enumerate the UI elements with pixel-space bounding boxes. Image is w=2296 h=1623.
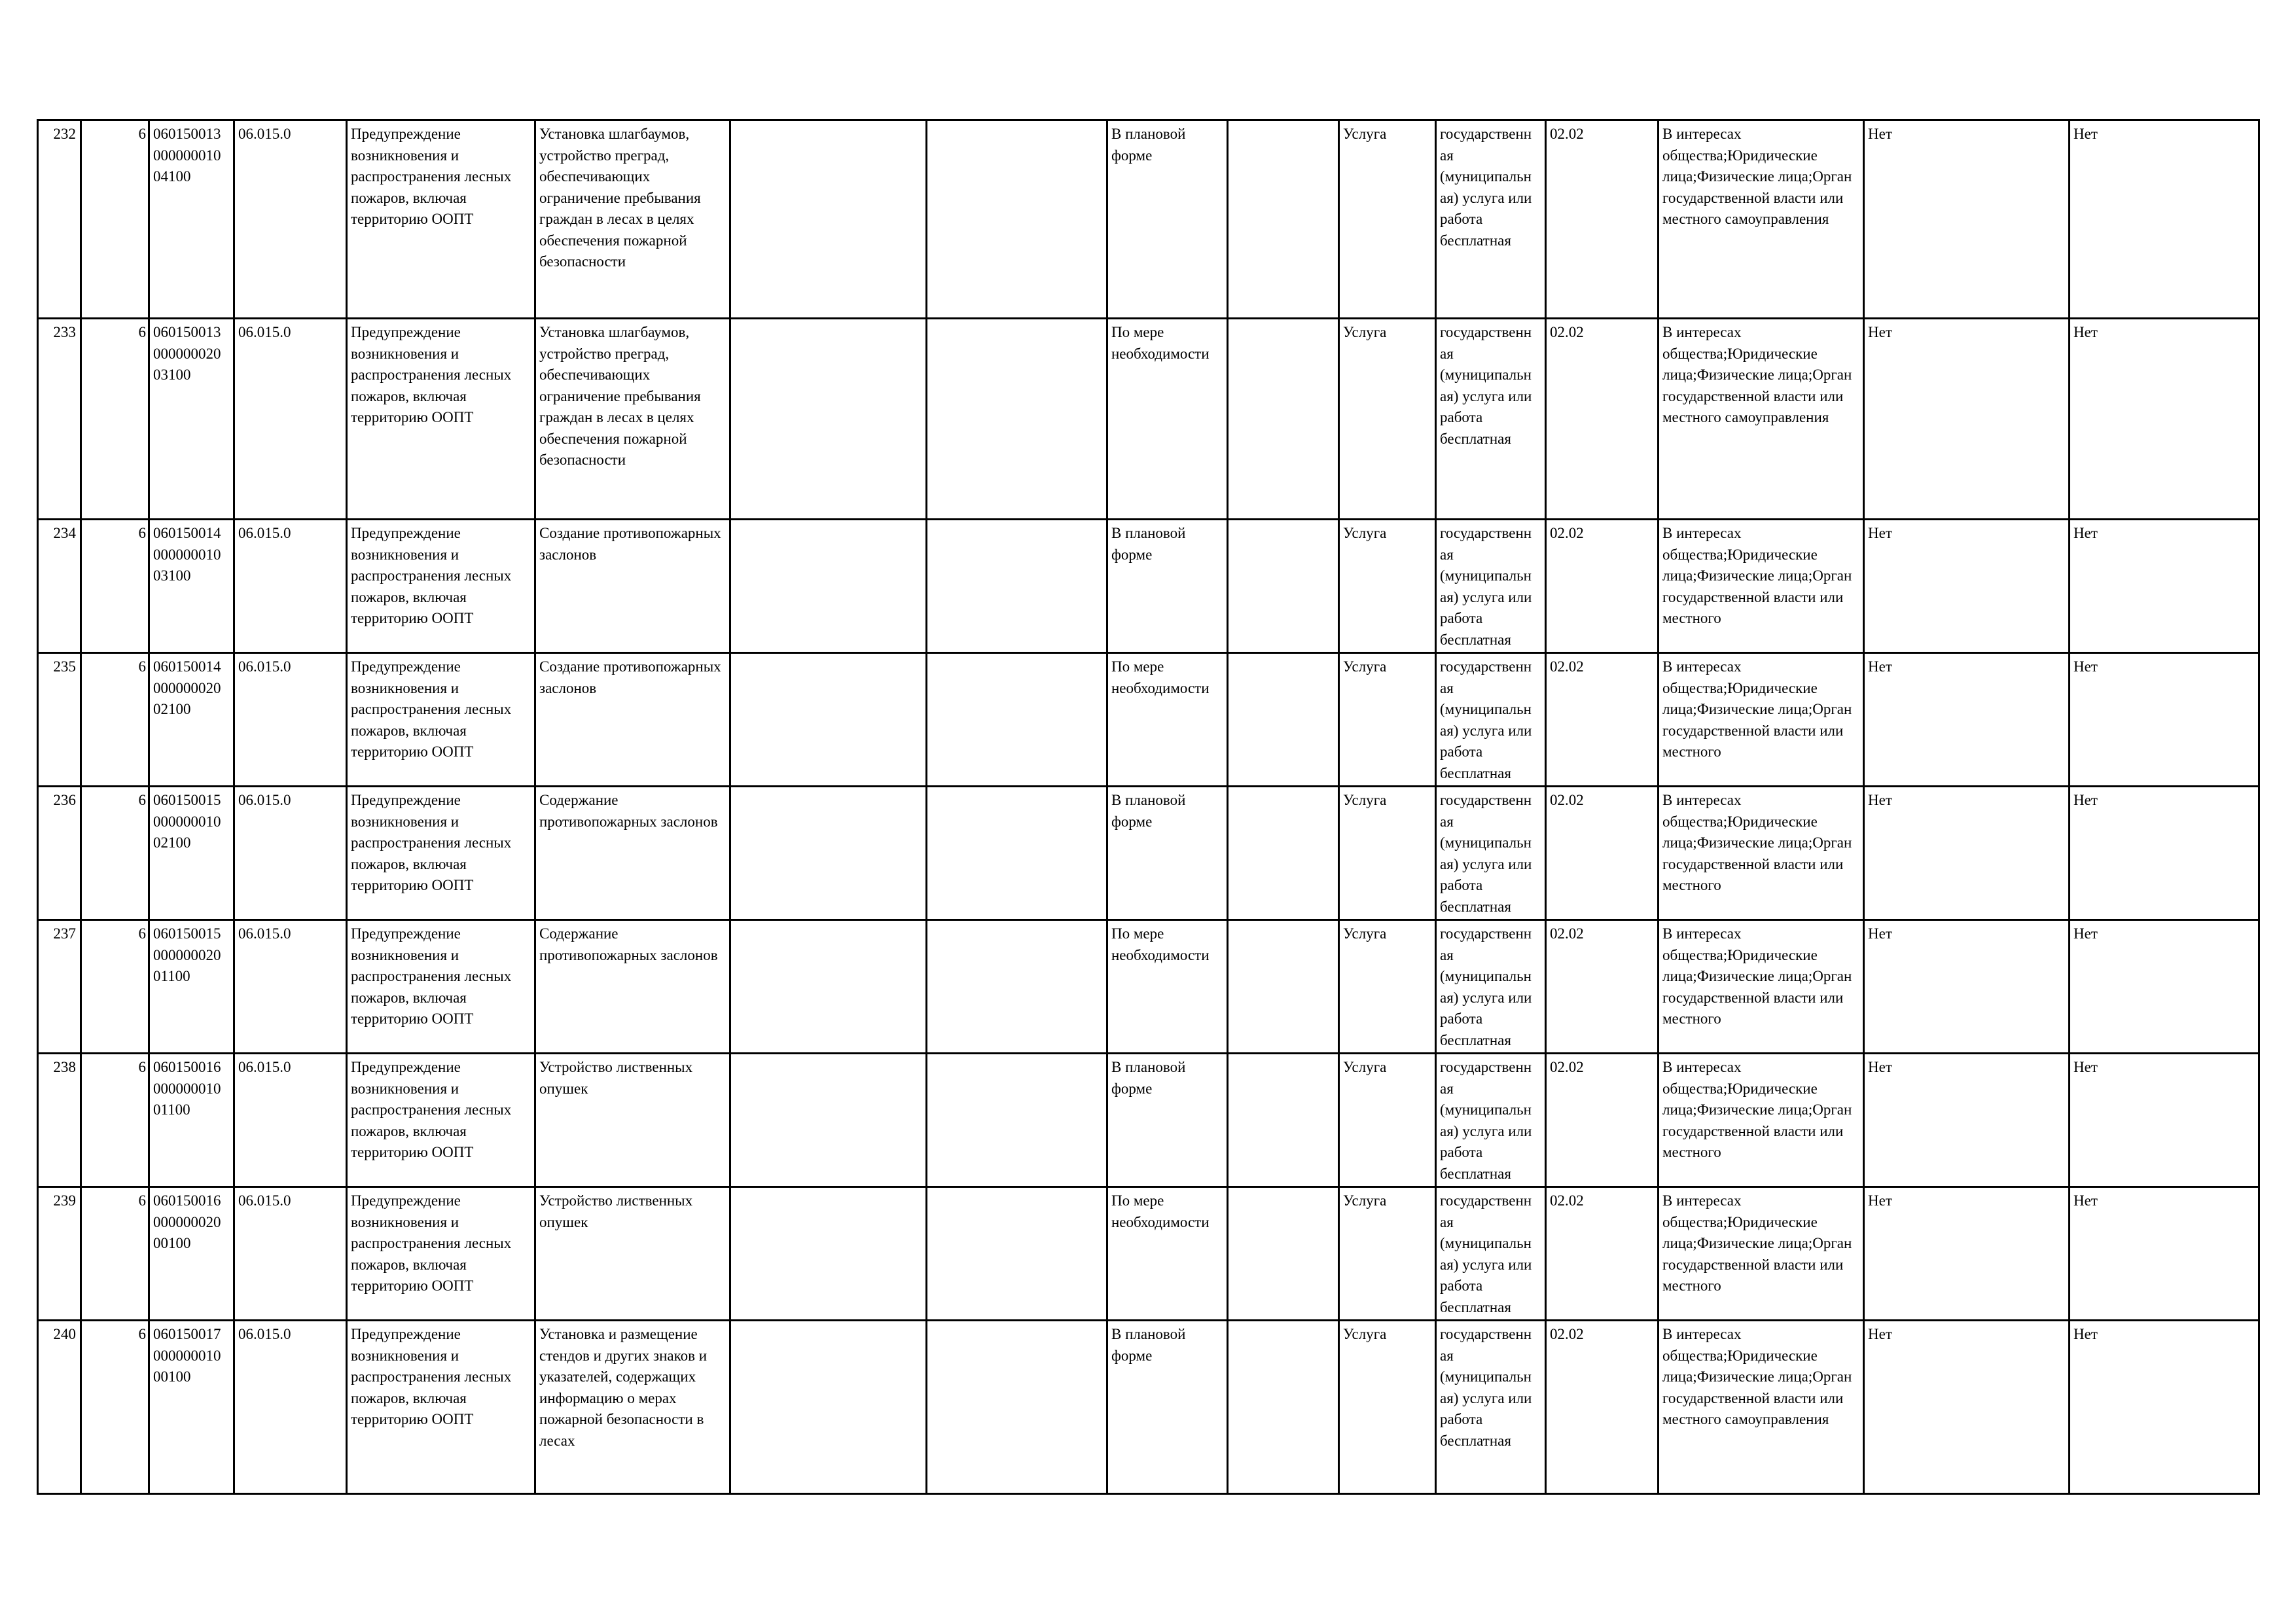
section-code-cell: 6 [81, 653, 149, 787]
work-content-cell: Создание противопожарных заслонов [535, 520, 730, 653]
flag-cell: Нет [2070, 120, 2259, 319]
service-name-cell: Предупреждение возникновения и распространения лесных пожаров, включая территорию ООПТ [347, 1187, 535, 1321]
payment-cell: государственн ая (муниципальн ая) услуга или работа бесплатная [1436, 319, 1546, 520]
consumers-cell: В интересах общества;Юридические лица;Физические лица;Орган государственной власти или местного [1659, 520, 1864, 653]
section-code-cell: 6 [81, 520, 149, 653]
registry-number-cell: 060150016 000000010 01100 [149, 1054, 234, 1187]
flag-cell: Нет [1864, 1054, 2070, 1187]
section-code-cell: 6 [81, 920, 149, 1054]
delivery-form-cell: По мере необходимости [1107, 920, 1228, 1054]
service-code-cell: 06.015.0 [234, 1054, 347, 1187]
empty-cell [1228, 787, 1339, 920]
payment-cell: государственн ая (муниципальн ая) услуга или работа бесплатная [1436, 1187, 1546, 1321]
type-cell: Услуга [1339, 1187, 1436, 1321]
work-content-cell: Устройство лиственных опушек [535, 1187, 730, 1321]
okved-cell: 02.02 [1546, 120, 1659, 319]
service-name-cell: Предупреждение возникновения и распространения лесных пожаров, включая территорию ООПТ [347, 920, 535, 1054]
delivery-form-cell: По мере необходимости [1107, 1187, 1228, 1321]
consumers-cell: В интересах общества;Юридические лица;Физические лица;Орган государственной власти или местного [1659, 1187, 1864, 1321]
empty-cell [730, 120, 927, 319]
empty-cell [927, 520, 1107, 653]
table-row [38, 920, 2259, 1054]
okved-cell: 02.02 [1546, 520, 1659, 653]
okved-cell: 02.02 [1546, 1187, 1659, 1321]
empty-cell [1228, 1054, 1339, 1187]
work-content-cell: Содержание противопожарных заслонов [535, 787, 730, 920]
service-name-cell: Предупреждение возникновения и распространения лесных пожаров, включая территорию ООПТ [347, 787, 535, 920]
section-code-cell: 6 [81, 120, 149, 319]
table-row [38, 120, 2259, 319]
work-content-cell: Создание противопожарных заслонов [535, 653, 730, 787]
empty-cell [730, 653, 927, 787]
okved-cell: 02.02 [1546, 319, 1659, 520]
flag-cell: Нет [1864, 1321, 2070, 1494]
service-name-cell: Предупреждение возникновения и распространения лесных пожаров, включая территорию ООПТ [347, 1321, 535, 1494]
flag-cell: Нет [2070, 653, 2259, 787]
okved-cell: 02.02 [1546, 787, 1659, 920]
payment-cell: государственн ая (муниципальн ая) услуга или работа бесплатная [1436, 653, 1546, 787]
row-number-cell: 240 [38, 1321, 81, 1494]
empty-cell [1228, 319, 1339, 520]
table-row [38, 653, 2259, 787]
row-number-cell: 237 [38, 920, 81, 1054]
okved-cell: 02.02 [1546, 1054, 1659, 1187]
service-code-cell: 06.015.0 [234, 653, 347, 787]
okved-cell: 02.02 [1546, 653, 1659, 787]
consumers-cell: В интересах общества;Юридические лица;Физические лица;Орган государственной власти или местного [1659, 1054, 1864, 1187]
service-code-cell: 06.015.0 [234, 920, 347, 1054]
row-number-cell: 232 [38, 120, 81, 319]
service-code-cell: 06.015.0 [234, 319, 347, 520]
row-number-cell: 234 [38, 520, 81, 653]
table-row [38, 1187, 2259, 1321]
service-code-cell: 06.015.0 [234, 1321, 347, 1494]
work-content-cell: Установка шлагбаумов, устройство преград, обеспечивающих ограничение пребывания граждан в лесах в целях обеспечения пожарной безопасности [535, 319, 730, 520]
service-code-cell: 06.015.0 [234, 1187, 347, 1321]
row-number-cell: 239 [38, 1187, 81, 1321]
payment-cell: государственн ая (муниципальн ая) услуга или работа бесплатная [1436, 1321, 1546, 1494]
flag-cell: Нет [1864, 787, 2070, 920]
payment-cell: государственн ая (муниципальн ая) услуга или работа бесплатная [1436, 787, 1546, 920]
registry-number-cell: 060150016 000000020 00100 [149, 1187, 234, 1321]
delivery-form-cell: В плановой форме [1107, 120, 1228, 319]
delivery-form-cell: В плановой форме [1107, 1321, 1228, 1494]
empty-cell [730, 319, 927, 520]
section-code-cell: 6 [81, 787, 149, 920]
type-cell: Услуга [1339, 1321, 1436, 1494]
payment-cell: государственн ая (муниципальн ая) услуга или работа бесплатная [1436, 120, 1546, 319]
delivery-form-cell: В плановой форме [1107, 787, 1228, 920]
section-code-cell: 6 [81, 319, 149, 520]
payment-cell: государственн ая (муниципальн ая) услуга или работа бесплатная [1436, 920, 1546, 1054]
empty-cell [730, 920, 927, 1054]
registry-number-cell: 060150013 000000010 04100 [149, 120, 234, 319]
empty-cell [730, 520, 927, 653]
flag-cell: Нет [2070, 520, 2259, 653]
empty-cell [730, 787, 927, 920]
service-name-cell: Предупреждение возникновения и распространения лесных пожаров, включая территорию ООПТ [347, 653, 535, 787]
flag-cell: Нет [2070, 1321, 2259, 1494]
work-content-cell: Установка и размещение стендов и других знаков и указателей, содержащих информацию о мерах пожарной безопасности в лесах [535, 1321, 730, 1494]
flag-cell: Нет [2070, 1054, 2259, 1187]
registry-number-cell: 060150015 000000020 01100 [149, 920, 234, 1054]
type-cell: Услуга [1339, 1054, 1436, 1187]
section-code-cell: 6 [81, 1321, 149, 1494]
service-code-cell: 06.015.0 [234, 520, 347, 653]
flag-cell: Нет [2070, 319, 2259, 520]
type-cell: Услуга [1339, 120, 1436, 319]
service-code-cell: 06.015.0 [234, 120, 347, 319]
table-row [38, 520, 2259, 653]
empty-cell [927, 120, 1107, 319]
section-code-cell: 6 [81, 1054, 149, 1187]
empty-cell [730, 1321, 927, 1494]
service-name-cell: Предупреждение возникновения и распространения лесных пожаров, включая территорию ООПТ [347, 319, 535, 520]
flag-cell: Нет [2070, 1187, 2259, 1321]
table-row [38, 787, 2259, 920]
consumers-cell: В интересах общества;Юридические лица;Физические лица;Орган государственной власти или местного самоуправления [1659, 1321, 1864, 1494]
service-name-cell: Предупреждение возникновения и распространения лесных пожаров, включая территорию ООПТ [347, 520, 535, 653]
work-content-cell: Установка шлагбаумов, устройство преград, обеспечивающих ограничение пребывания граждан в лесах в целях обеспечения пожарной безопасности [535, 120, 730, 319]
empty-cell [927, 1321, 1107, 1494]
empty-cell [1228, 520, 1339, 653]
payment-cell: государственн ая (муниципальн ая) услуга или работа бесплатная [1436, 520, 1546, 653]
flag-cell: Нет [1864, 120, 2070, 319]
empty-cell [927, 920, 1107, 1054]
empty-cell [730, 1054, 927, 1187]
table-row [38, 319, 2259, 520]
empty-cell [1228, 120, 1339, 319]
empty-cell [1228, 1187, 1339, 1321]
service-name-cell: Предупреждение возникновения и распространения лесных пожаров, включая территорию ООПТ [347, 1054, 535, 1187]
consumers-cell: В интересах общества;Юридические лица;Физические лица;Орган государственной власти или местного [1659, 787, 1864, 920]
consumers-cell: В интересах общества;Юридические лица;Физические лица;Орган государственной власти или местного самоуправления [1659, 319, 1864, 520]
row-number-cell: 236 [38, 787, 81, 920]
consumers-cell: В интересах общества;Юридические лица;Физические лица;Орган государственной власти или местного самоуправления [1659, 120, 1864, 319]
empty-cell [927, 319, 1107, 520]
row-number-cell: 235 [38, 653, 81, 787]
delivery-form-cell: По мере необходимости [1107, 653, 1228, 787]
registry-number-cell: 060150017 000000010 00100 [149, 1321, 234, 1494]
empty-cell [1228, 1321, 1339, 1494]
empty-cell [927, 1054, 1107, 1187]
empty-cell [927, 787, 1107, 920]
delivery-form-cell: В плановой форме [1107, 520, 1228, 653]
flag-cell: Нет [1864, 319, 2070, 520]
registry-sheet [37, 119, 2258, 1495]
section-code-cell: 6 [81, 1187, 149, 1321]
okved-cell: 02.02 [1546, 1321, 1659, 1494]
table-row [38, 1321, 2259, 1494]
empty-cell [1228, 920, 1339, 1054]
empty-cell [927, 1187, 1107, 1321]
table-row [38, 1054, 2259, 1187]
empty-cell [927, 653, 1107, 787]
type-cell: Услуга [1339, 520, 1436, 653]
delivery-form-cell: В плановой форме [1107, 1054, 1228, 1187]
work-content-cell: Содержание противопожарных заслонов [535, 920, 730, 1054]
flag-cell: Нет [1864, 653, 2070, 787]
type-cell: Услуга [1339, 920, 1436, 1054]
registry-number-cell: 060150015 000000010 02100 [149, 787, 234, 920]
flag-cell: Нет [1864, 520, 2070, 653]
row-number-cell: 238 [38, 1054, 81, 1187]
service-name-cell: Предупреждение возникновения и распространения лесных пожаров, включая территорию ООПТ [347, 120, 535, 319]
type-cell: Услуга [1339, 787, 1436, 920]
delivery-form-cell: По мере необходимости [1107, 319, 1228, 520]
payment-cell: государственн ая (муниципальн ая) услуга или работа бесплатная [1436, 1054, 1546, 1187]
flag-cell: Нет [2070, 787, 2259, 920]
type-cell: Услуга [1339, 319, 1436, 520]
work-content-cell: Устройство лиственных опушек [535, 1054, 730, 1187]
service-code-cell: 06.015.0 [234, 787, 347, 920]
flag-cell: Нет [1864, 1187, 2070, 1321]
registry-table [37, 119, 2260, 1495]
empty-cell [1228, 653, 1339, 787]
registry-number-cell: 060150014 000000010 03100 [149, 520, 234, 653]
empty-cell [730, 1187, 927, 1321]
table-body [38, 120, 2259, 1494]
consumers-cell: В интересах общества;Юридические лица;Физические лица;Орган государственной власти или местного [1659, 920, 1864, 1054]
registry-number-cell: 060150013 000000020 03100 [149, 319, 234, 520]
okved-cell: 02.02 [1546, 920, 1659, 1054]
row-number-cell: 233 [38, 319, 81, 520]
consumers-cell: В интересах общества;Юридические лица;Физические лица;Орган государственной власти или местного [1659, 653, 1864, 787]
type-cell: Услуга [1339, 653, 1436, 787]
flag-cell: Нет [1864, 920, 2070, 1054]
registry-number-cell: 060150014 000000020 02100 [149, 653, 234, 787]
flag-cell: Нет [2070, 920, 2259, 1054]
